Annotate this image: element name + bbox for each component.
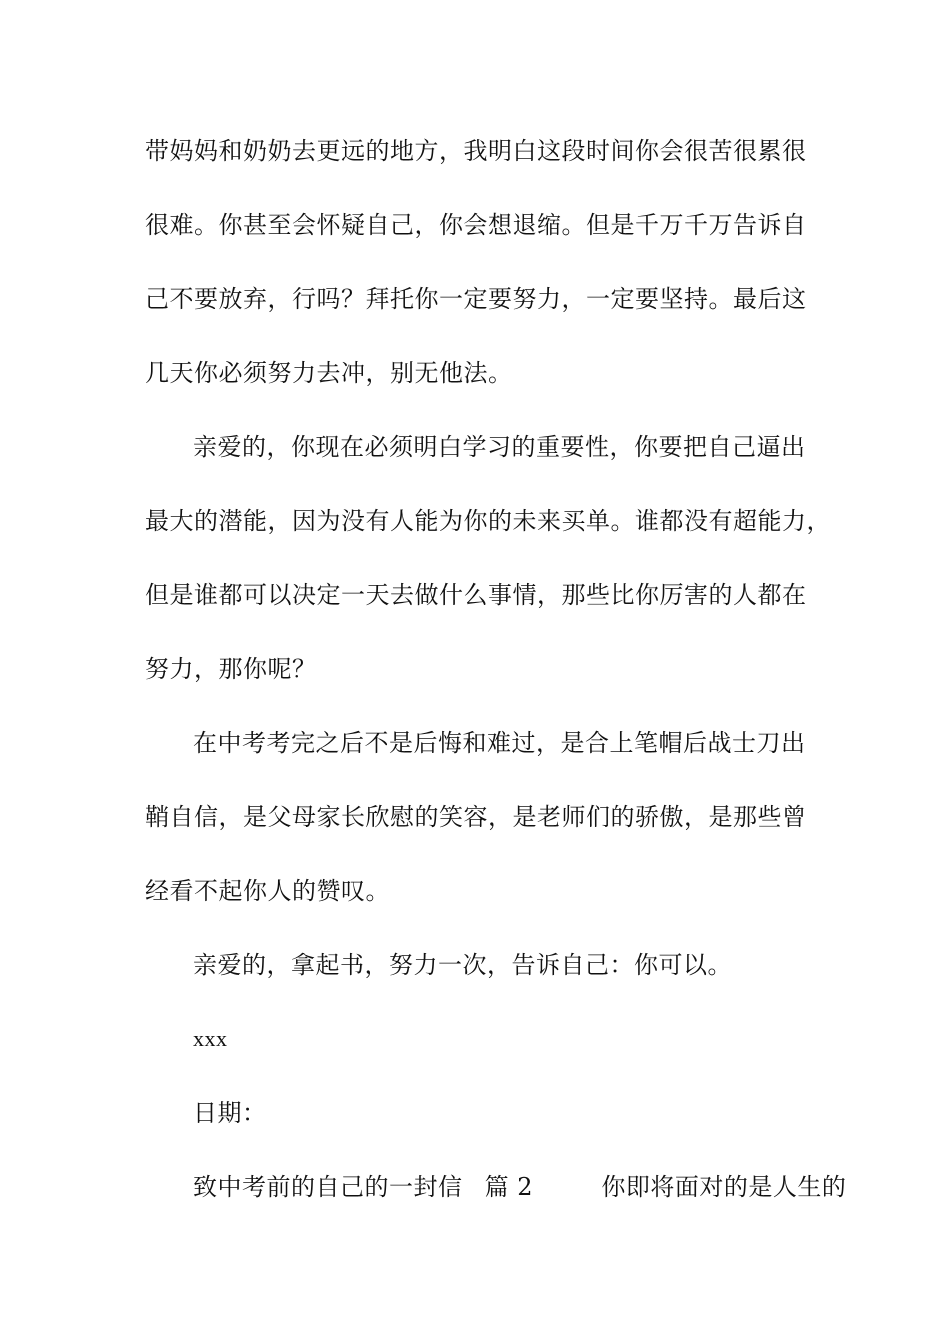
text-line: 几天你必须努力去冲，别无他法。 <box>145 359 513 387</box>
paragraph-first-line: 亲爱的，你现在必须明白学习的重要性，你要把自己逼出 <box>193 433 806 461</box>
text-line: 经看不起你人的赞叹。 <box>145 877 390 905</box>
signature: xxx <box>193 1026 228 1051</box>
letter-title: 致中考前的自己的一封信 <box>193 1173 463 1201</box>
text-line: 最大的潜能，因为没有人能为你的未来买单。谁都没有超能力， <box>145 507 831 535</box>
text-line: 带妈妈和奶奶去更远的地方，我明白这段时间你会很苦很累很 <box>145 137 807 165</box>
text-line: 努力，那你呢？ <box>145 655 317 683</box>
text-line: 己不要放弃，行吗？拜托你一定要努力，一定要坚持。最后这 <box>145 285 807 313</box>
text-line: 鞘自信，是父母家长欣慰的笑容，是老师们的骄傲，是那些曾 <box>145 803 807 831</box>
date-label: 日期： <box>193 1099 267 1127</box>
continuation-text: 你即将面对的是人生的 <box>601 1173 847 1201</box>
paragraph-first-line: 亲爱的，拿起书，努力一次，告诉自己：你可以。 <box>193 951 732 979</box>
paragraph-first-line: 在中考考完之后不是后悔和难过，是合上笔帽后战士刀出 <box>193 729 806 757</box>
text-line: 很难。你甚至会怀疑自己，你会想退缩。但是千万千万告诉自 <box>145 211 807 239</box>
section-heading-line <box>193 1169 846 1205</box>
text-line: 但是谁都可以决定一天去做什么事情，那些比你厉害的人都在 <box>145 581 807 609</box>
section-number: 篇 2 <box>484 1173 534 1201</box>
